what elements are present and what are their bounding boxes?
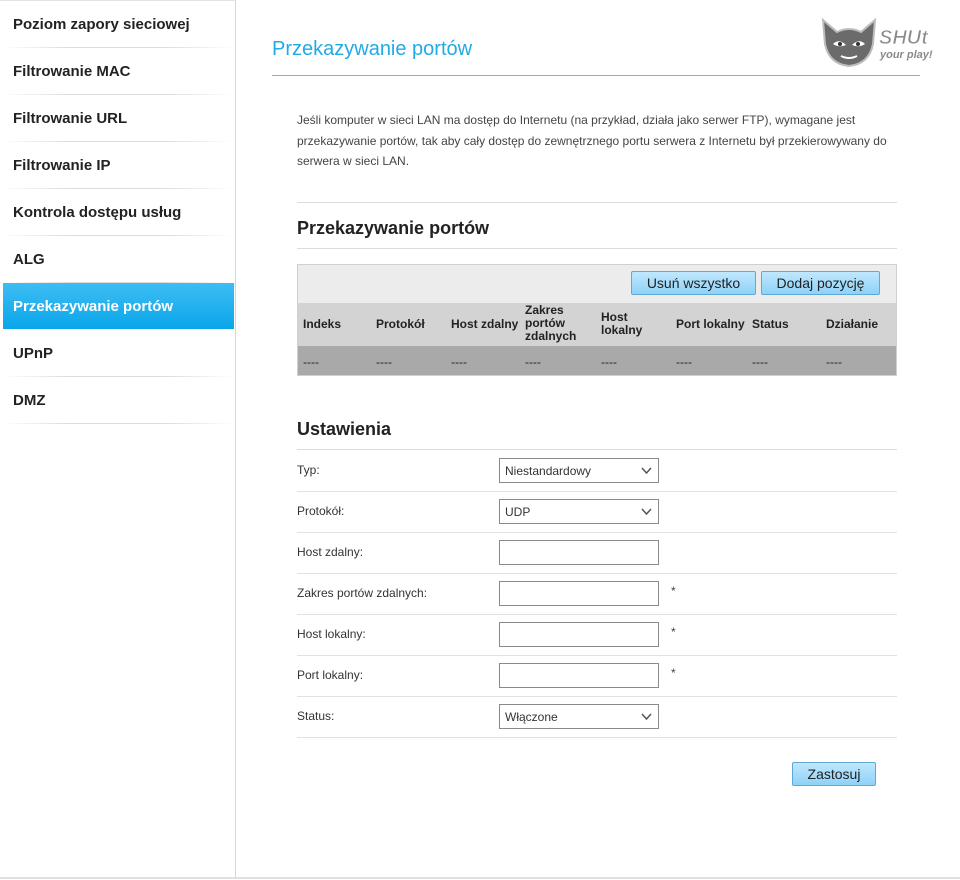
table-cell: ---- <box>752 355 768 369</box>
column-header-index: Indeks <box>303 317 342 331</box>
svg-text:SHUt: SHUt <box>879 27 928 49</box>
required-mark: * <box>671 625 676 639</box>
type-select-value: Niestandardowy <box>505 463 592 478</box>
sidebar-item-label: Filtrowanie URL <box>13 109 128 127</box>
protocol-select-value: UDP <box>505 504 531 519</box>
settings-section-title: Ustawienia <box>297 419 392 439</box>
status-select[interactable] <box>499 704 659 729</box>
status-row <box>297 696 897 738</box>
local-host-label: Host lokalny: <box>297 627 366 641</box>
column-header-status: Status <box>752 317 789 331</box>
sidebar-item-dmz[interactable] <box>0 377 235 423</box>
sidebar-item-label: UPnP <box>13 344 54 362</box>
column-header-local-host: Host lokalny <box>601 310 643 337</box>
sidebar-item-label: Poziom zapory sieciowej <box>13 15 190 33</box>
table-header <box>298 303 896 346</box>
local-host-row <box>297 614 897 656</box>
table-cell: ---- <box>676 355 692 369</box>
protocol-label: Protokół: <box>297 504 345 518</box>
column-header-action: Działanie <box>826 317 879 331</box>
chevron-down-icon <box>641 711 652 722</box>
page-description: Jeśli komputer w sieci LAN ma dostęp do Internetu (na przykład, działa jako serwer FTP), wymagane jest przekazywanie portów, tak aby cały dostęp do zewnętrznego portu serwera z Internetu był przekierowywany do serwera w sieci LAN. <box>297 113 887 168</box>
rules-section-title: Przekazywanie portów <box>297 218 490 238</box>
sidebar <box>0 0 236 878</box>
sidebar-item-label: DMZ <box>13 391 46 409</box>
sidebar-item-label: Kontrola dostępu usług <box>13 203 182 221</box>
table-cell: ---- <box>826 355 842 369</box>
required-mark: * <box>671 666 676 680</box>
brand-logo <box>819 14 939 70</box>
add-entry-button[interactable]: Dodaj pozycję <box>761 271 880 295</box>
table-cell: ---- <box>451 355 467 369</box>
table-cell: ---- <box>303 355 319 369</box>
apply-button[interactable]: Zastosuj <box>792 762 876 786</box>
type-row <box>297 450 897 492</box>
page-title: Przekazywanie portów <box>272 38 473 60</box>
svg-text:your play!: your play! <box>880 49 933 61</box>
protocol-select[interactable] <box>499 499 659 524</box>
remote-host-label: Host zdalny: <box>297 545 364 559</box>
sidebar-item-label: Przekazywanie portów <box>13 297 174 315</box>
sidebar-item-label: Filtrowanie MAC <box>13 62 131 80</box>
remote-ports-input[interactable] <box>499 581 659 606</box>
remote-ports-row <box>297 573 897 615</box>
sidebar-item-port-forwarding[interactable] <box>3 283 234 329</box>
sidebar-item-label: Filtrowanie IP <box>13 156 111 174</box>
table-cell: ---- <box>376 355 392 369</box>
cat-mascot-icon <box>823 20 875 66</box>
column-header-remote-host: Host zdalny <box>451 317 519 331</box>
type-select[interactable] <box>499 458 659 483</box>
sidebar-item-upnp[interactable] <box>0 330 235 376</box>
chevron-down-icon <box>641 465 652 476</box>
protocol-row <box>297 491 897 533</box>
sidebar-item-firewall-level[interactable] <box>0 1 235 47</box>
section-divider <box>297 248 897 249</box>
type-label: Typ: <box>297 463 320 477</box>
title-divider <box>272 75 920 76</box>
delete-all-button[interactable]: Usuń wszystko <box>631 271 756 295</box>
sidebar-item-label: ALG <box>13 250 45 268</box>
table-row <box>298 346 896 375</box>
remote-host-row <box>297 532 897 574</box>
remote-ports-label: Zakres portów zdalnych: <box>297 586 428 600</box>
required-mark: * <box>671 584 676 598</box>
column-header-protocol: Protokół <box>376 317 425 331</box>
table-cell: ---- <box>601 355 617 369</box>
sidebar-item-alg[interactable] <box>0 236 235 282</box>
sidebar-item-ip-filtering[interactable] <box>0 142 235 188</box>
sidebar-item-url-filtering[interactable] <box>0 95 235 141</box>
sidebar-item-service-access-control[interactable] <box>0 189 235 235</box>
local-port-label: Port lokalny: <box>297 668 364 682</box>
local-host-input[interactable] <box>499 622 659 647</box>
status-label: Status: <box>297 709 335 723</box>
table-cell: ---- <box>525 355 541 369</box>
chevron-down-icon <box>641 506 652 517</box>
local-port-input[interactable] <box>499 663 659 688</box>
column-header-remote-port-range: Zakres portów zdalnych <box>525 303 577 343</box>
remote-host-input[interactable] <box>499 540 659 565</box>
column-header-local-port: Port lokalny <box>676 317 745 331</box>
local-port-row <box>297 655 897 697</box>
status-select-value: Włączone <box>505 709 558 724</box>
section-divider <box>297 202 897 203</box>
sidebar-item-mac-filtering[interactable] <box>0 48 235 94</box>
main-content <box>237 0 960 880</box>
port-forwarding-table <box>297 264 897 376</box>
